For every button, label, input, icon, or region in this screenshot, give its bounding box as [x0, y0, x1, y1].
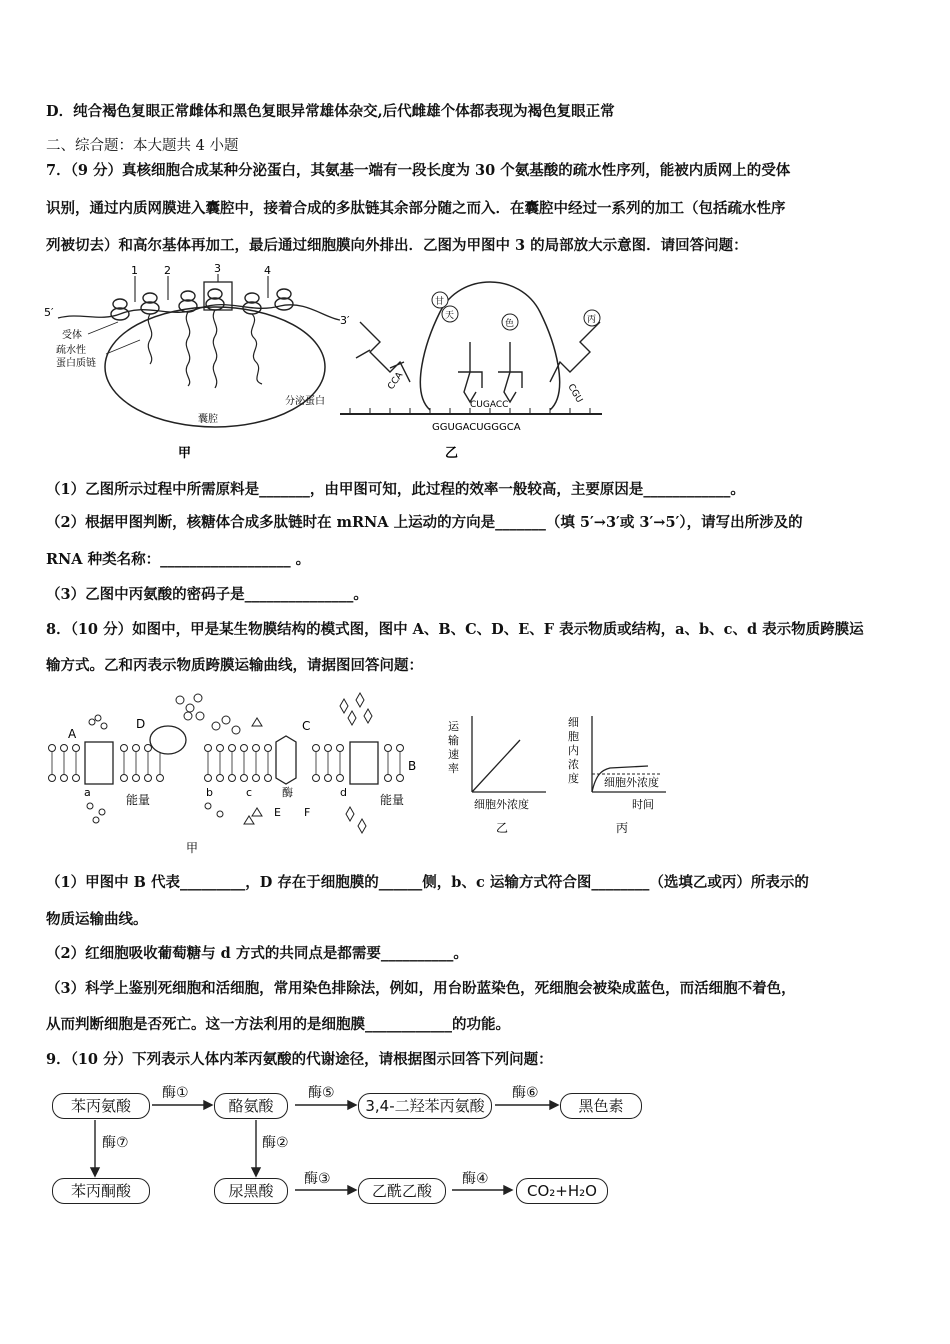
- q8-stem-line2: 输方式。乙和丙表示物质跨膜运输曲线，请据图回答问题：: [46, 657, 423, 674]
- node-melanin: [560, 1093, 642, 1119]
- label-d-upper: D: [136, 717, 146, 731]
- node-tyrosine-label: 酪氨酸: [228, 1097, 274, 1115]
- enzyme-3: 酶③: [304, 1171, 331, 1187]
- q8-stem-line1: 8．（10 分）如图中，甲是某生物膜结构的模式图，图中 A、B、C、D、E、F 表示物质或结构，a、b、c、d 表示物质跨膜运: [46, 621, 864, 638]
- q8-part3-line2: 从而判断细胞是否死亡。这一方法利用的是细胞膜____________的功能。: [46, 1016, 510, 1033]
- q8-bing-chart: [568, 716, 666, 835]
- five-prime: 5′: [44, 306, 54, 319]
- caption-bing: 丙: [616, 821, 629, 835]
- q7-part1: （1）乙图所示过程中所需原料是_______，由甲图可知，此过程的效率一般较高，主要原因是____________。: [46, 481, 745, 498]
- label-energy-1: 能量: [126, 793, 151, 807]
- q7-jia-diagram: [44, 262, 350, 461]
- number-arrows: [135, 274, 268, 302]
- carrier-enzyme: [276, 736, 296, 784]
- q7-stem-line1: 7．（9 分）真核细胞合成某种分泌蛋白，其氨基一端有一段长度为 30 个氨基酸的疏水性序列，能被内质网上的受体: [46, 162, 791, 179]
- yi-ylabel-2: 输: [448, 734, 459, 747]
- node-melanin-label: 黑色素: [578, 1097, 624, 1115]
- ribosomes: [111, 289, 293, 320]
- label-c-lower: c: [246, 786, 253, 799]
- node-phenylalanine: [52, 1093, 150, 1119]
- q8-part3-line1: （3）科学上鉴别死细胞和活细胞，常用染色排除法，例如，用台盼蓝染色，死细胞会被染成蓝色，而活细胞不着色，: [46, 980, 796, 997]
- label-hydrophobic-2: 蛋白质链: [56, 358, 96, 369]
- option-d-line: D．纯合褐色复眼正常雌体和黑色复眼异常雄体杂交,后代雌雄个体都表现为褐色复眼正常: [46, 103, 615, 120]
- q8-part1-line1: （1）甲图中 B 代表_________，D 存在于细胞膜的______侧，b、c 运输方式符合图________（选填乙或丙）所表示的: [46, 874, 809, 891]
- yi-xlabel: 细胞外浓度: [474, 798, 529, 811]
- node-acetoacetate-label: 乙酰乙酸: [371, 1182, 432, 1200]
- q7-figure: [40, 262, 620, 467]
- num-1: 1: [131, 264, 138, 277]
- num-2: 2: [164, 264, 171, 277]
- enzyme-2: 酶②: [262, 1135, 289, 1151]
- bing-ylabel-5: 度: [568, 772, 579, 785]
- bing-curve-label: 细胞外浓度: [604, 776, 659, 789]
- aa-bing: 丙: [587, 315, 597, 325]
- section-heading: 二、综合题：本大题共 4 小题: [46, 138, 239, 154]
- q8-part2: （2）红细胞吸收葡萄糖与 d 方式的共同点是都需要__________。: [46, 945, 468, 962]
- caption-yi: 乙: [445, 446, 459, 461]
- yi-ylabel-1: 运: [448, 720, 459, 733]
- node-acetoacetate: [358, 1178, 446, 1204]
- glycoprotein-d: [150, 726, 186, 754]
- label-f: F: [304, 806, 311, 819]
- anticodon-cca: CCA: [386, 370, 406, 392]
- protein-d-channel: [350, 742, 378, 784]
- label-a-lower: a: [84, 786, 91, 799]
- aa-tian: 天: [445, 311, 455, 321]
- q7-part2-line1: （2）根据甲图判断，核糖体合成多肽链时在 mRNA 上运动的方向是_______（填 5′→3′或 3′→5′），请写出所涉及的: [46, 514, 803, 531]
- aa-se: 色: [505, 319, 515, 329]
- label-secreted-protein: 分泌蛋白: [285, 396, 325, 407]
- node-tyrosine: [214, 1093, 288, 1119]
- bing-ylabel-1: 细: [568, 716, 579, 729]
- label-d-lower: d: [340, 786, 347, 799]
- label-b-lower: b: [206, 786, 213, 799]
- q7-yi-diagram: [340, 282, 602, 461]
- enzyme-5: 酶⑤: [308, 1085, 335, 1101]
- q8-figure: [40, 686, 680, 858]
- anticodon-cgu: CGU: [565, 382, 584, 405]
- node-co2-h2o-label: CO₂+H₂O: [527, 1182, 597, 1200]
- label-b-upper: B: [408, 759, 417, 773]
- q7-part2-line2: RNA 种类名称：__________________ 。: [46, 551, 311, 568]
- label-a-upper: A: [68, 727, 77, 741]
- er-lumen-shape: [105, 307, 325, 427]
- node-homogentisate: [214, 1178, 288, 1204]
- node-co2-h2o: [516, 1178, 608, 1204]
- q8-yi-chart: [448, 716, 546, 835]
- node-homogentisate-label: 尿黑酸: [228, 1182, 274, 1200]
- bing-ylabel-4: 浓: [568, 758, 579, 771]
- bing-ylabel-3: 内: [568, 744, 579, 757]
- label-hydrophobic-1: 疏水性: [56, 345, 86, 356]
- num-3: 3: [214, 262, 221, 275]
- label-enzyme: 酶: [282, 786, 293, 799]
- q9-stem: 9．（10 分）下列表示人体内苯丙氨酸的代谢途径，请根据图示回答下列问题：: [46, 1051, 553, 1068]
- mrna-sequence: GGUGACUGGGCA: [432, 422, 521, 433]
- q7-stem-line2: 识别，通过内质网膜进入囊腔中，接着合成的多肽链其余部分随之而入．在囊腔中经过一系列的加工（包括疏水性序: [46, 200, 786, 217]
- enzyme-7: 酶⑦: [102, 1135, 129, 1151]
- enzyme-4: 酶④: [462, 1171, 489, 1187]
- num-4: 4: [264, 264, 271, 277]
- label-e: E: [274, 806, 281, 819]
- enzyme-1: 酶①: [162, 1085, 189, 1101]
- node-phenylalanine-label: 苯丙氨酸: [70, 1097, 131, 1115]
- yi-ylabel-4: 率: [448, 762, 459, 775]
- q7-stem-line3: 列被切去）和高尔基体再加工，最后通过细胞膜向外排出．乙图为甲图中 3 的局部放大示意图．请回答问题：: [46, 237, 748, 254]
- q7-part3: （3）乙图中丙氨酸的密码子是_______________。: [46, 586, 368, 603]
- label-c-upper: C: [302, 719, 311, 733]
- q8-part1-line2: 物质运输曲线。: [46, 911, 148, 928]
- label-receptor: 受体: [62, 330, 82, 341]
- caption-jia: 甲: [178, 446, 192, 461]
- bing-xlabel: 时间: [632, 798, 654, 811]
- yi-ylabel-3: 速: [448, 748, 459, 761]
- node-dopa-label: 3,4-二羟苯丙氨酸: [365, 1097, 485, 1115]
- node-phenylpyruvate: [52, 1178, 150, 1204]
- yi-line: [472, 740, 520, 792]
- label-lumen: 囊腔: [198, 414, 218, 425]
- enzyme-6: 酶⑥: [512, 1085, 539, 1101]
- caption-jia: 甲: [186, 841, 199, 855]
- three-prime: 3′: [340, 314, 350, 327]
- protein-a: [85, 742, 113, 784]
- anticodon-cugacc: CUGACC: [470, 400, 509, 410]
- node-dopa: [358, 1093, 492, 1119]
- node-phenylpyruvate-label: 苯丙酮酸: [70, 1182, 131, 1200]
- label-energy-2: 能量: [380, 793, 405, 807]
- polypeptide-chains: [148, 310, 262, 388]
- aa-gan: 甘: [435, 297, 445, 307]
- q8-jia-diagram: [49, 693, 417, 855]
- caption-yi: 乙: [496, 821, 509, 835]
- bing-ylabel-2: 胞: [568, 730, 579, 743]
